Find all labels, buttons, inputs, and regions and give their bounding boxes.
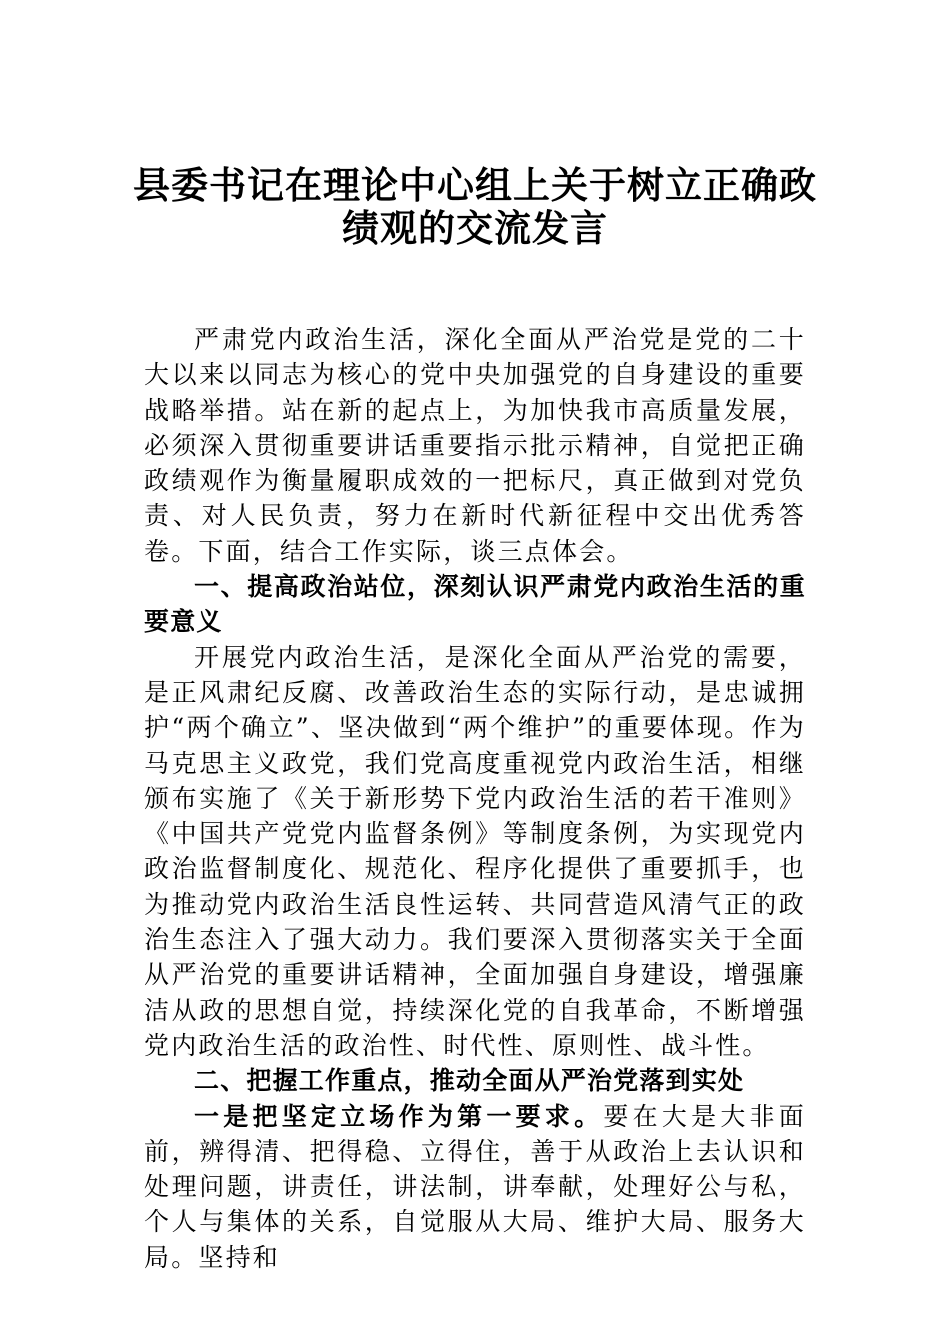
point-body-text: 要在大是大非面前，辨得清、把得稳、立得住，善于从政治上去认识和处理问题，讲责任，讲法制，讲奉献，处理好公与私，个人与集体的关系，自觉服从大局、维护大局、服务大局。坚持和 xyxy=(144,1101,806,1272)
section-heading-1: 一、提高政治站位，深刻认识严肃党内政治生活的重要意义 xyxy=(144,572,806,637)
paragraph-section-1: 开展党内政治生活，是深化全面从严治党的需要，是正风肃纪反腐、改善政治生态的实际行动，是忠诚拥护“两个确立”、坚决做到“两个维护”的重要体现。作为马克思主义政党，我们党高度重视党内政治生活，相继颁布实施了《关于新形势下党内政治生活的若干准则》《中国共产党党内监督条例》等制度条例，为实现党内政治监督制度化、规范化、程序化提供了重要抓手，也为推动党内政治生活良性运转、共同营造风清气正的政治生态注入了强大动力。我们要深入贯彻落实关于全面从严治党的重要讲话精神，全面加强自身建设，增强廉洁从政的思想自觉，持续深化党的自我革命，不断增强党内政治生活的政治性、时代性、原则性、战斗性。 xyxy=(144,642,806,1060)
document-body xyxy=(144,322,806,1275)
paragraph-intro: 严肃党内政治生活，深化全面从严治党是党的二十大以来以同志为核心的党中央加强党的自身建设的重要战略举措。站在新的起点上，为加快我市高质量发展，必须深入贯彻重要讲话重要指示批示精神，自觉把正确政绩观作为衡量履职成效的一把标尺，真正做到对党负责、对人民负责，努力在新时代新征程中交出优秀答卷。下面，结合工作实际，谈三点体会。 xyxy=(144,325,806,566)
document-title-line-2: 绩观的交流发言 xyxy=(342,206,608,250)
paragraph-section-2-point-1 xyxy=(144,1099,806,1275)
section-heading-2: 二、把握工作重点，推动全面从严治党落到实处 xyxy=(194,1066,745,1096)
document-title-line-1: 县委书记在理论中心组上关于树立正确政 xyxy=(133,163,817,207)
point-lead-text: 一是把坚定立场作为第一要求。 xyxy=(194,1101,604,1131)
